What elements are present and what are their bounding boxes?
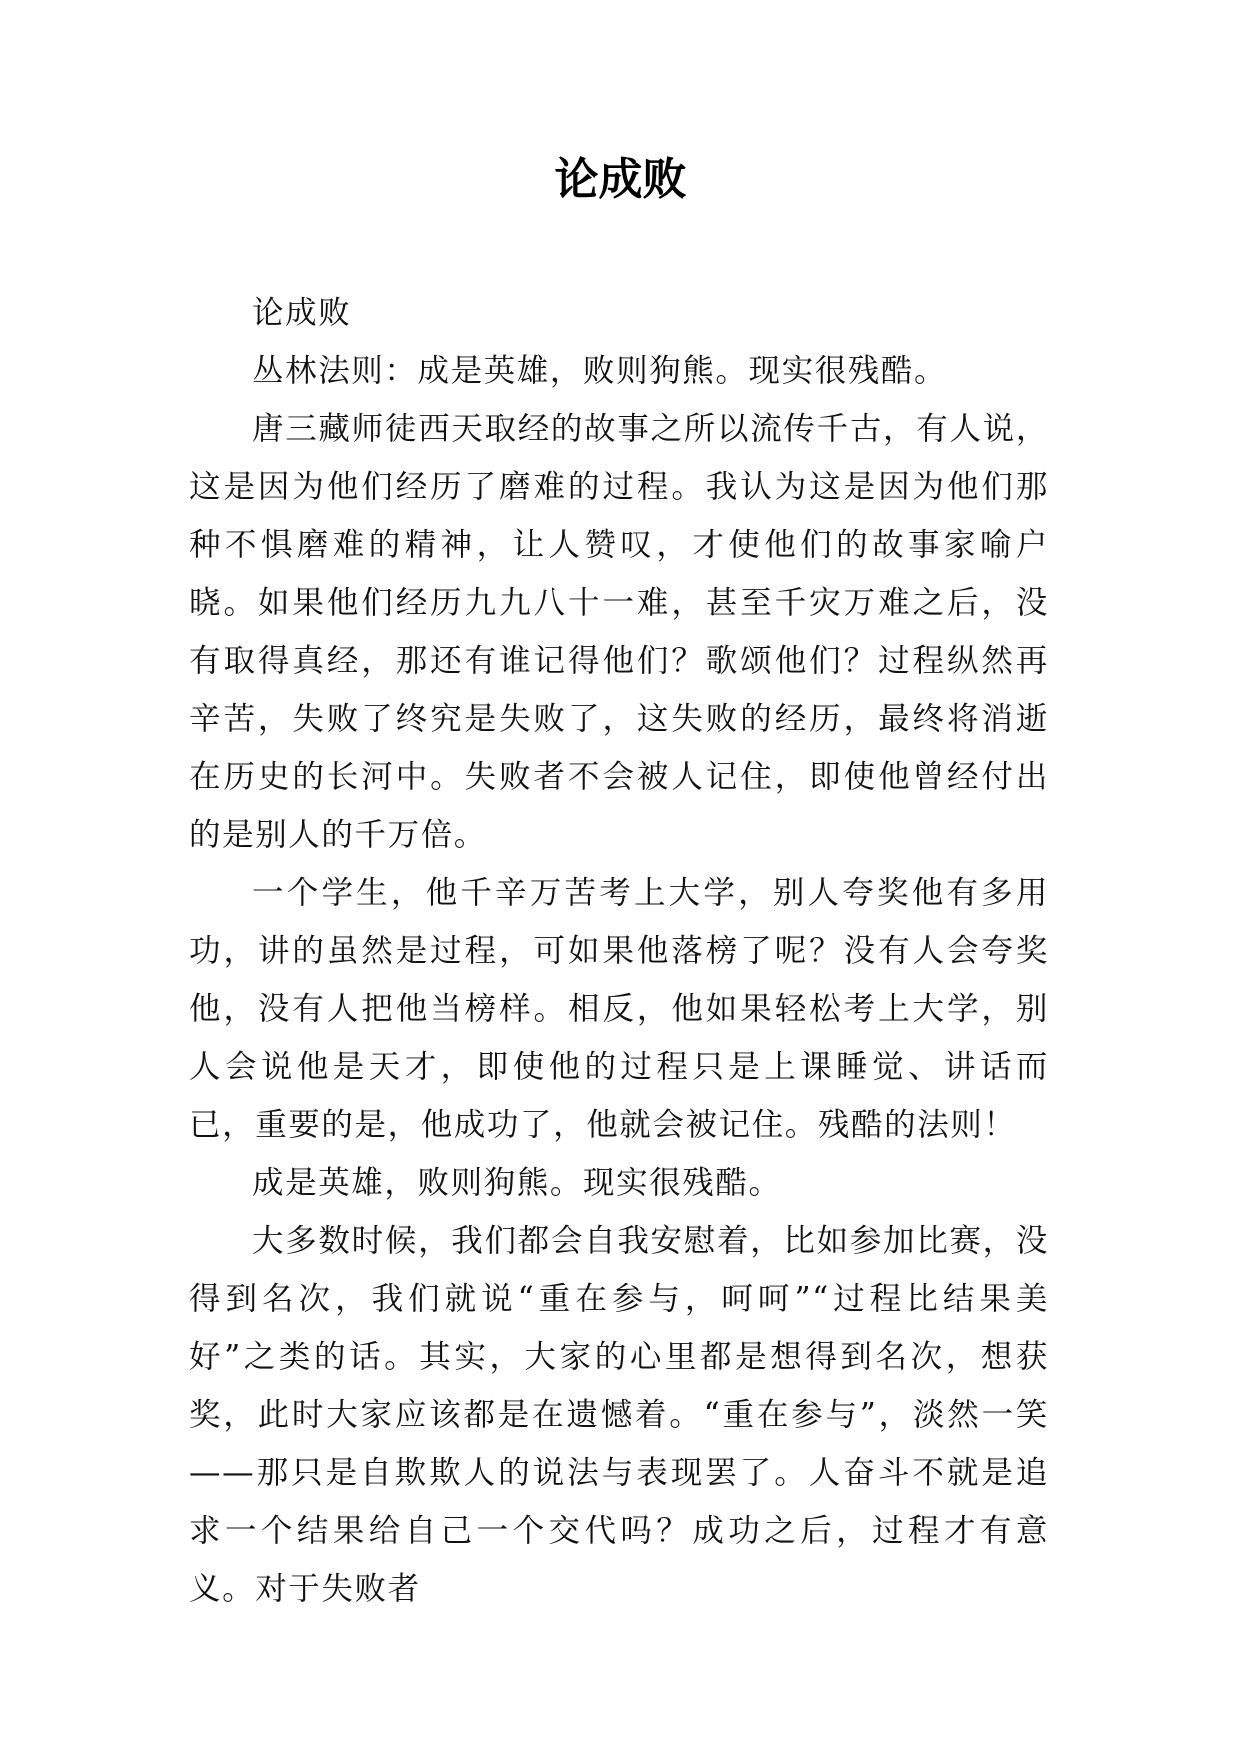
page-title: 论成败 bbox=[554, 154, 687, 205]
paragraph: 唐三藏师徒西天取经的故事之所以流传千古，有人说，这是因为他们经历了磨难的过程。我认为这是因为他们那种不惧磨难的精神，让人赞叹，才使他们的故事家喻户晓。如果他们经历九九八十一难，甚至千灾万难之后，没有取得真经，那还有谁记得他们？歌颂他们？过程纵然再辛苦，失败了终究是失败了，这失败的经历，最终将消逝在历史的长河中。失败者不会被人记住，即使他曾经付出的是别人的千万倍。 bbox=[189, 411, 1049, 853]
paragraph-heading: 论成败 bbox=[252, 295, 352, 331]
paragraph: 大多数时候，我们都会自我安慰着，比如参加比赛，没得到名次，我们就说“重在参与，呵呵”“过程比结果美好”之类的话。其实，大家的心里都是想得到名次，想获奖，此时大家应该都是在遗憾着。“重在参与”，淡然一笑——那只是自欺欺人的说法与表现罢了。人奋斗不就是追求一个结果给自己一个交代吗？成功之后，过程才有意义。对于失败者 bbox=[189, 1223, 1049, 1607]
paragraph: 丛林法则：成是英雄，败则狗熊。现实很残酷。 bbox=[252, 353, 948, 389]
paragraph: 一个学生，他千辛万苦考上大学，别人夸奖他有多用功，讲的虽然是过程，可如果他落榜了呢？没有人会夸奖他，没有人把他当榜样。相反，他如果轻松考上大学，别人会说他是天才，即使他的过程只是上课睡觉、讲话而已，重要的是，他成功了，他就会被记住。残酷的法则！ bbox=[189, 875, 1049, 1143]
article-body bbox=[189, 284, 1049, 1618]
paragraph: 成是英雄，败则狗熊。现实很残酷。 bbox=[252, 1165, 782, 1201]
